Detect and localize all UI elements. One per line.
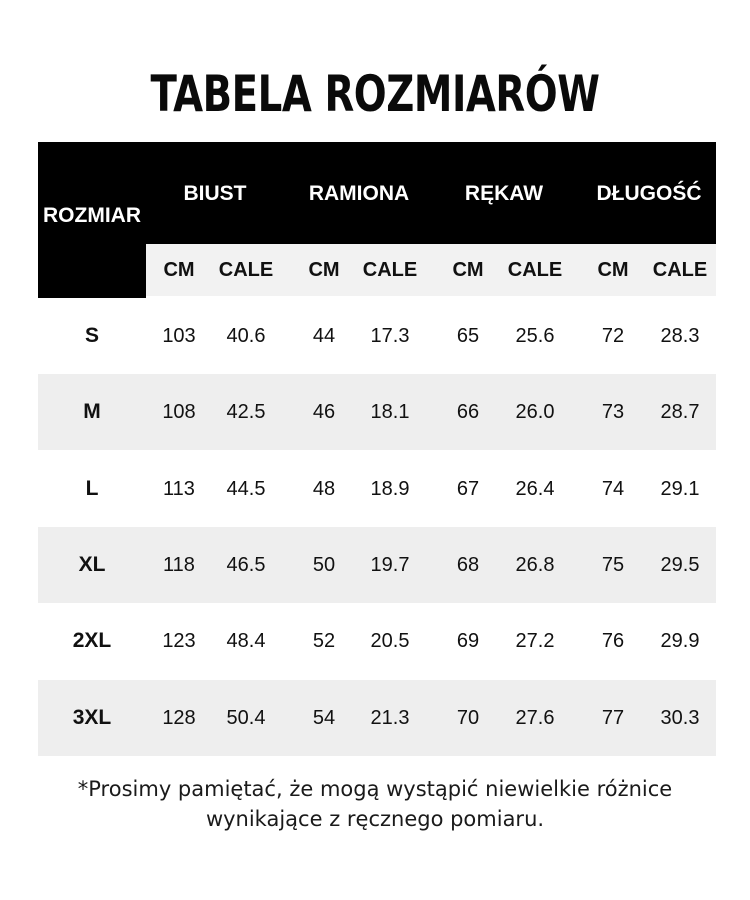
table-cell: 40.6 bbox=[226, 325, 266, 347]
table-cell: 28.7 bbox=[660, 401, 700, 424]
unit-header-cale: CALE bbox=[652, 259, 708, 281]
table-cell: 44 bbox=[312, 325, 336, 347]
table-cell: 27.6 bbox=[515, 706, 555, 729]
table-cell: 66 bbox=[456, 401, 480, 424]
size-cell: XL bbox=[78, 552, 106, 576]
note-line-2: wynikające z ręcznego pomiaru. bbox=[205, 807, 545, 831]
table-cell: 65 bbox=[456, 325, 480, 347]
table-row bbox=[38, 603, 716, 679]
unit-header-cm: CM bbox=[597, 259, 629, 281]
size-cell: 3XL bbox=[72, 705, 112, 729]
table-cell: 20.5 bbox=[370, 630, 410, 653]
unit-header-cale: CALE bbox=[218, 259, 274, 281]
table-cell: 30.3 bbox=[660, 706, 700, 729]
table-cell: 18.9 bbox=[370, 477, 410, 500]
table-cell: 28.3 bbox=[660, 325, 700, 347]
table-cell: 128 bbox=[162, 706, 196, 729]
table-cell: 113 bbox=[163, 477, 195, 500]
table-cell: 74 bbox=[601, 477, 625, 500]
table-cell: 27.2 bbox=[515, 630, 555, 653]
table-row bbox=[38, 680, 716, 756]
column-group-rekaw: RĘKAW bbox=[464, 182, 544, 205]
table-cell: 50 bbox=[312, 553, 336, 576]
size-column-header: ROZMIAR bbox=[43, 204, 141, 227]
table-cell: 17.3 bbox=[370, 325, 410, 347]
table-cell: 42.5 bbox=[226, 401, 266, 424]
size-cell: S bbox=[84, 324, 99, 347]
table-cell: 25.6 bbox=[515, 325, 555, 347]
unit-header-cm: CM bbox=[163, 259, 195, 281]
unit-header-cm: CM bbox=[452, 259, 484, 281]
measurement-note bbox=[0, 774, 750, 834]
table-cell: 77 bbox=[601, 706, 625, 729]
table-cell: 70 bbox=[456, 706, 480, 729]
table-cell: 50.4 bbox=[226, 706, 266, 729]
table-cell: 118 bbox=[163, 553, 195, 576]
note-line-1: *Prosimy pamiętać, że mogą wystąpić niewielkie różnice bbox=[77, 777, 673, 801]
unit-header-cale: CALE bbox=[362, 259, 418, 281]
table-cell: 21.3 bbox=[370, 706, 410, 729]
table-cell: 72 bbox=[601, 325, 625, 347]
table-cell: 48 bbox=[312, 477, 336, 500]
table-row bbox=[38, 298, 716, 374]
table-cell: 18.1 bbox=[370, 401, 410, 424]
table-cell: 46.5 bbox=[226, 553, 266, 576]
table-cell: 26.4 bbox=[515, 477, 555, 500]
unit-header-cale: CALE bbox=[507, 259, 563, 281]
table-cell: 52 bbox=[312, 630, 336, 653]
table-cell: 26.0 bbox=[515, 401, 555, 424]
table-cell: 123 bbox=[162, 630, 196, 653]
table-cell: 19.7 bbox=[370, 553, 410, 576]
table-row bbox=[38, 527, 716, 603]
table-cell: 44.5 bbox=[226, 477, 266, 500]
table-cell: 29.9 bbox=[660, 630, 700, 653]
column-group-ramiona: RAMIONA bbox=[308, 182, 410, 205]
table-row bbox=[38, 374, 716, 450]
size-cell: L bbox=[85, 476, 99, 500]
table-cell: 103 bbox=[162, 325, 196, 347]
size-cell: M bbox=[83, 400, 101, 424]
table-cell: 108 bbox=[162, 401, 196, 424]
column-group-dlugosc: DŁUGOŚĆ bbox=[596, 182, 702, 205]
unit-header-cm: CM bbox=[308, 259, 340, 281]
table-cell: 54 bbox=[312, 706, 336, 729]
table-cell: 29.5 bbox=[660, 553, 700, 576]
table-cell: 75 bbox=[601, 553, 625, 576]
size-cell: 2XL bbox=[72, 629, 112, 653]
page-title: TABELA ROZMIARÓW bbox=[150, 65, 600, 123]
table-cell: 46 bbox=[312, 401, 336, 424]
table-cell: 69 bbox=[456, 630, 480, 653]
table-cell: 26.8 bbox=[515, 553, 555, 576]
table-cell: 76 bbox=[601, 630, 625, 653]
column-group-biust: BIUST bbox=[183, 182, 247, 205]
table-header-size-column bbox=[38, 244, 146, 298]
table-cell: 29.1 bbox=[660, 477, 700, 500]
table-cell: 48.4 bbox=[226, 630, 266, 653]
table-cell: 68 bbox=[456, 553, 480, 576]
table-cell: 67 bbox=[456, 477, 480, 500]
table-row bbox=[38, 451, 716, 527]
table-cell: 73 bbox=[601, 401, 625, 424]
